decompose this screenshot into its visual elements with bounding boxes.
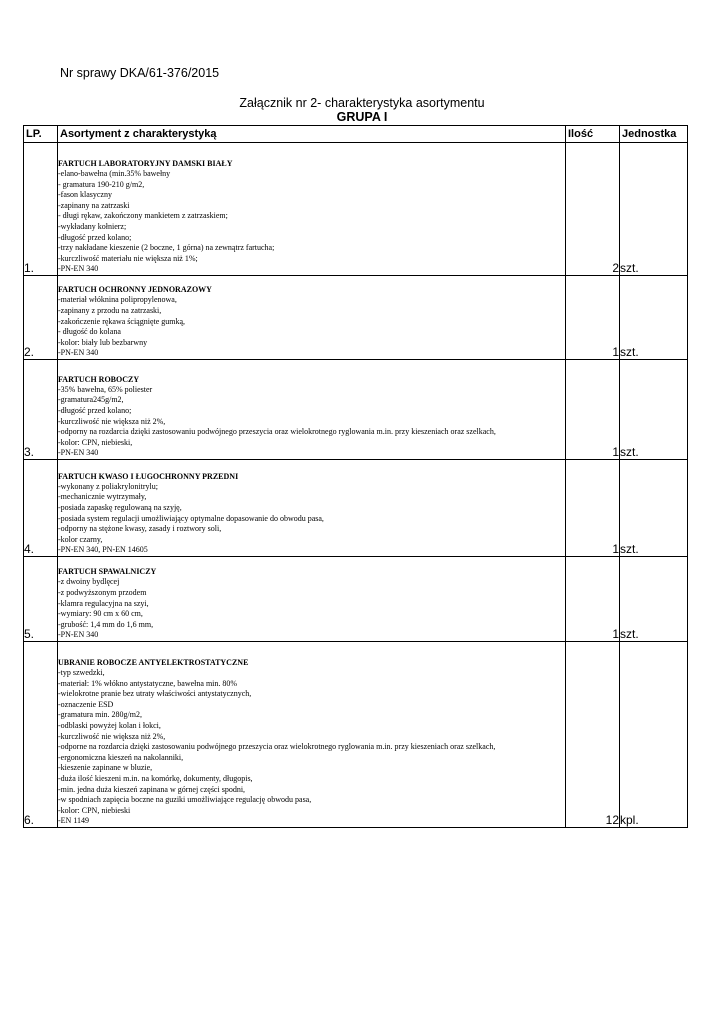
- spec-line: -w spodniach zapięcia boczne na guziki umożliwiające regulację obwodu pasa,: [58, 795, 312, 805]
- item-name: FARTUCH OCHRONNY JEDNORAZOWY: [58, 285, 212, 295]
- item-quantity: 1: [566, 557, 620, 642]
- spec-line: - gramatura 190-210 g/m2,: [58, 179, 145, 189]
- spec-line: - długi rękaw, zakończony mankietem z zatrzaskiem;: [58, 211, 228, 221]
- spec-line: -kolor: biały lub bezbarwny: [58, 337, 148, 347]
- spec-line: -zapinany z przodu na zatrzaski,: [58, 306, 162, 316]
- spec-line: -min. jedna duża kieszeń zapinana w górnej części spodni,: [58, 784, 246, 794]
- spec-line: -długość przed kolano;: [58, 406, 132, 416]
- item-quantity: 1: [566, 276, 620, 360]
- spec-line: -PN-EN 340: [58, 448, 99, 458]
- spec-line: -mechanicznie wytrzymały,: [58, 492, 147, 502]
- spec-line: -kurczliwość nie większa niż 2%,: [58, 731, 166, 741]
- spec-line: -długość przed kolano;: [58, 232, 132, 242]
- spec-line: -fason klasyczny: [58, 190, 112, 200]
- spec-line: -duża ilość kieszeni m.in. na komórkę, dokumenty, długopis,: [58, 774, 253, 784]
- spec-line: -wielokrotne pranie bez utraty właściwości antystatycznych,: [58, 689, 252, 699]
- item-quantity: 1: [566, 460, 620, 557]
- column-header-unit: Jednostka: [620, 126, 688, 143]
- item-description: [58, 360, 566, 460]
- item-name: UBRANIE ROBOCZE ANTYELEKTROSTATYCZNE: [58, 658, 249, 668]
- spec-line: -posiada system regulacji umożliwiający optymalne dopasowanie do obwodu pasa,: [58, 513, 324, 523]
- spec-line: -typ szwedzki,: [58, 668, 105, 678]
- spec-line: -kurczliwość materiału nie większa niż 1%;: [58, 253, 198, 263]
- table-row: [24, 642, 688, 828]
- group-title: GRUPA I: [336, 110, 388, 124]
- item-unit: szt.: [620, 143, 688, 276]
- column-header-assortment: Asortyment z charakterystyką: [58, 126, 566, 143]
- table-row: [24, 557, 688, 642]
- case-number: Nr sprawy DKA/61-376/2015: [60, 66, 220, 80]
- row-number: 4.: [24, 460, 58, 557]
- table-row: [24, 360, 688, 460]
- spec-line: -gramatura min. 280g/m2,: [58, 710, 142, 720]
- spec-line: -odporny na rozdarcia dzięki zastosowaniu podwójnego przeszycia oraz wielokrotnego ryglowania m.in. przy kieszeniach oraz szelkach,: [58, 427, 496, 437]
- spec-line: -materiał: 1% włókno antystatyczne, bawełna min. 80%: [58, 678, 238, 688]
- spec-line: -EN 1149: [58, 816, 90, 826]
- spec-line: - długość do kolana: [58, 327, 121, 337]
- spec-line: -odporne na rozdarcia dzięki zastosowaniu podwójnego przeszycia oraz wielokrotnego ryglowania m.in. przy kieszeniach oraz szelkach,: [58, 742, 496, 752]
- row-number: 2.: [24, 276, 58, 360]
- item-name: FARTUCH LABORATORYJNY DAMSKI BIAŁY: [58, 159, 233, 169]
- spec-line: -trzy nakładane kieszenie (2 boczne, 1 górna) na zewnątrz fartucha;: [58, 243, 275, 253]
- spec-line: -wykładany kołnierz;: [58, 222, 127, 232]
- item-quantity: 1: [566, 360, 620, 460]
- spec-line: -PN-EN 340: [58, 264, 99, 274]
- spec-line: -materiał włóknina polipropylenowa,: [58, 295, 177, 305]
- table-header-row: [24, 126, 688, 143]
- row-number: 3.: [24, 360, 58, 460]
- spec-line: -kieszenie zapinane w bluzie,: [58, 763, 153, 773]
- spec-line: -zakończenie rękawa ściągnięte gumką,: [58, 316, 186, 326]
- column-header-quantity: Ilość: [566, 126, 620, 143]
- spec-line: -odporny na stężone kwasy, zasady i roztwory soli,: [58, 524, 222, 534]
- spec-line: -kolor: CPN, niebieski,: [58, 437, 133, 447]
- spec-line: -kolor czarny,: [58, 534, 103, 544]
- spec-line: -PN-EN 340: [58, 630, 99, 640]
- row-number: 6.: [24, 642, 58, 828]
- item-description: [58, 460, 566, 557]
- spec-line: -elano-bawełna (min.35% bawełny: [58, 169, 171, 179]
- table-row: [24, 460, 688, 557]
- table-row: [24, 143, 688, 276]
- document-title: Załącznik nr 2- charakterystyka asortymentu: [239, 96, 485, 110]
- spec-line: -grubość: 1,4 mm do 1,6 mm,: [58, 619, 154, 629]
- item-quantity: 12: [566, 642, 620, 828]
- spec-line: -z podwyższonym przodem: [58, 588, 147, 598]
- item-unit: szt.: [620, 460, 688, 557]
- spec-line: -wykonany z poliakrylonitrylu;: [58, 481, 158, 491]
- spec-line: -wymiary: 90 cm x 60 cm,: [58, 609, 143, 619]
- table-row: [24, 276, 688, 360]
- spec-line: -zapinany na zatrzaski: [58, 200, 130, 210]
- column-header-lp: LP.: [24, 126, 58, 143]
- item-name: FARTUCH KWASO I ŁUGOCHRONNY PRZEDNI: [58, 471, 239, 481]
- spec-line: -35% bawełna, 65% poliester: [58, 384, 153, 394]
- spec-line: -gramatura245g/m2,: [58, 395, 124, 405]
- spec-line: -PN-EN 340: [58, 348, 99, 358]
- spec-line: -kolor: CPN, niebieski: [58, 805, 131, 815]
- item-unit: szt.: [620, 276, 688, 360]
- item-unit: szt.: [620, 557, 688, 642]
- spec-line: -posiada zapaskę regulowaną na szyję,: [58, 503, 182, 513]
- spec-line: -z dwoiny bydlęcej: [58, 577, 120, 587]
- item-description: [58, 276, 566, 360]
- item-description: [58, 143, 566, 276]
- spec-line: -odblaski powyżej kolan i łokci,: [58, 721, 161, 731]
- spec-line: -klamra regulacyjna na szyi,: [58, 598, 149, 608]
- item-unit: kpl.: [620, 642, 688, 828]
- row-number: 5.: [24, 557, 58, 642]
- spec-line: -kurczliwość nie większa niż 2%,: [58, 416, 166, 426]
- assortment-table: [23, 125, 688, 828]
- item-quantity: 2: [566, 143, 620, 276]
- spec-line: -ergonomiczna kieszeń na nakolanniki,: [58, 752, 184, 762]
- item-name: FARTUCH SPAWALNICZY: [58, 567, 157, 577]
- spec-line: -oznaczenie ESD: [58, 699, 114, 709]
- item-name: FARTUCH ROBOCZY: [58, 374, 140, 384]
- item-description: [58, 557, 566, 642]
- item-description: [58, 642, 566, 828]
- spec-line: -PN-EN 340, PN-EN 14605: [58, 545, 148, 555]
- item-unit: szt.: [620, 360, 688, 460]
- row-number: 1.: [24, 143, 58, 276]
